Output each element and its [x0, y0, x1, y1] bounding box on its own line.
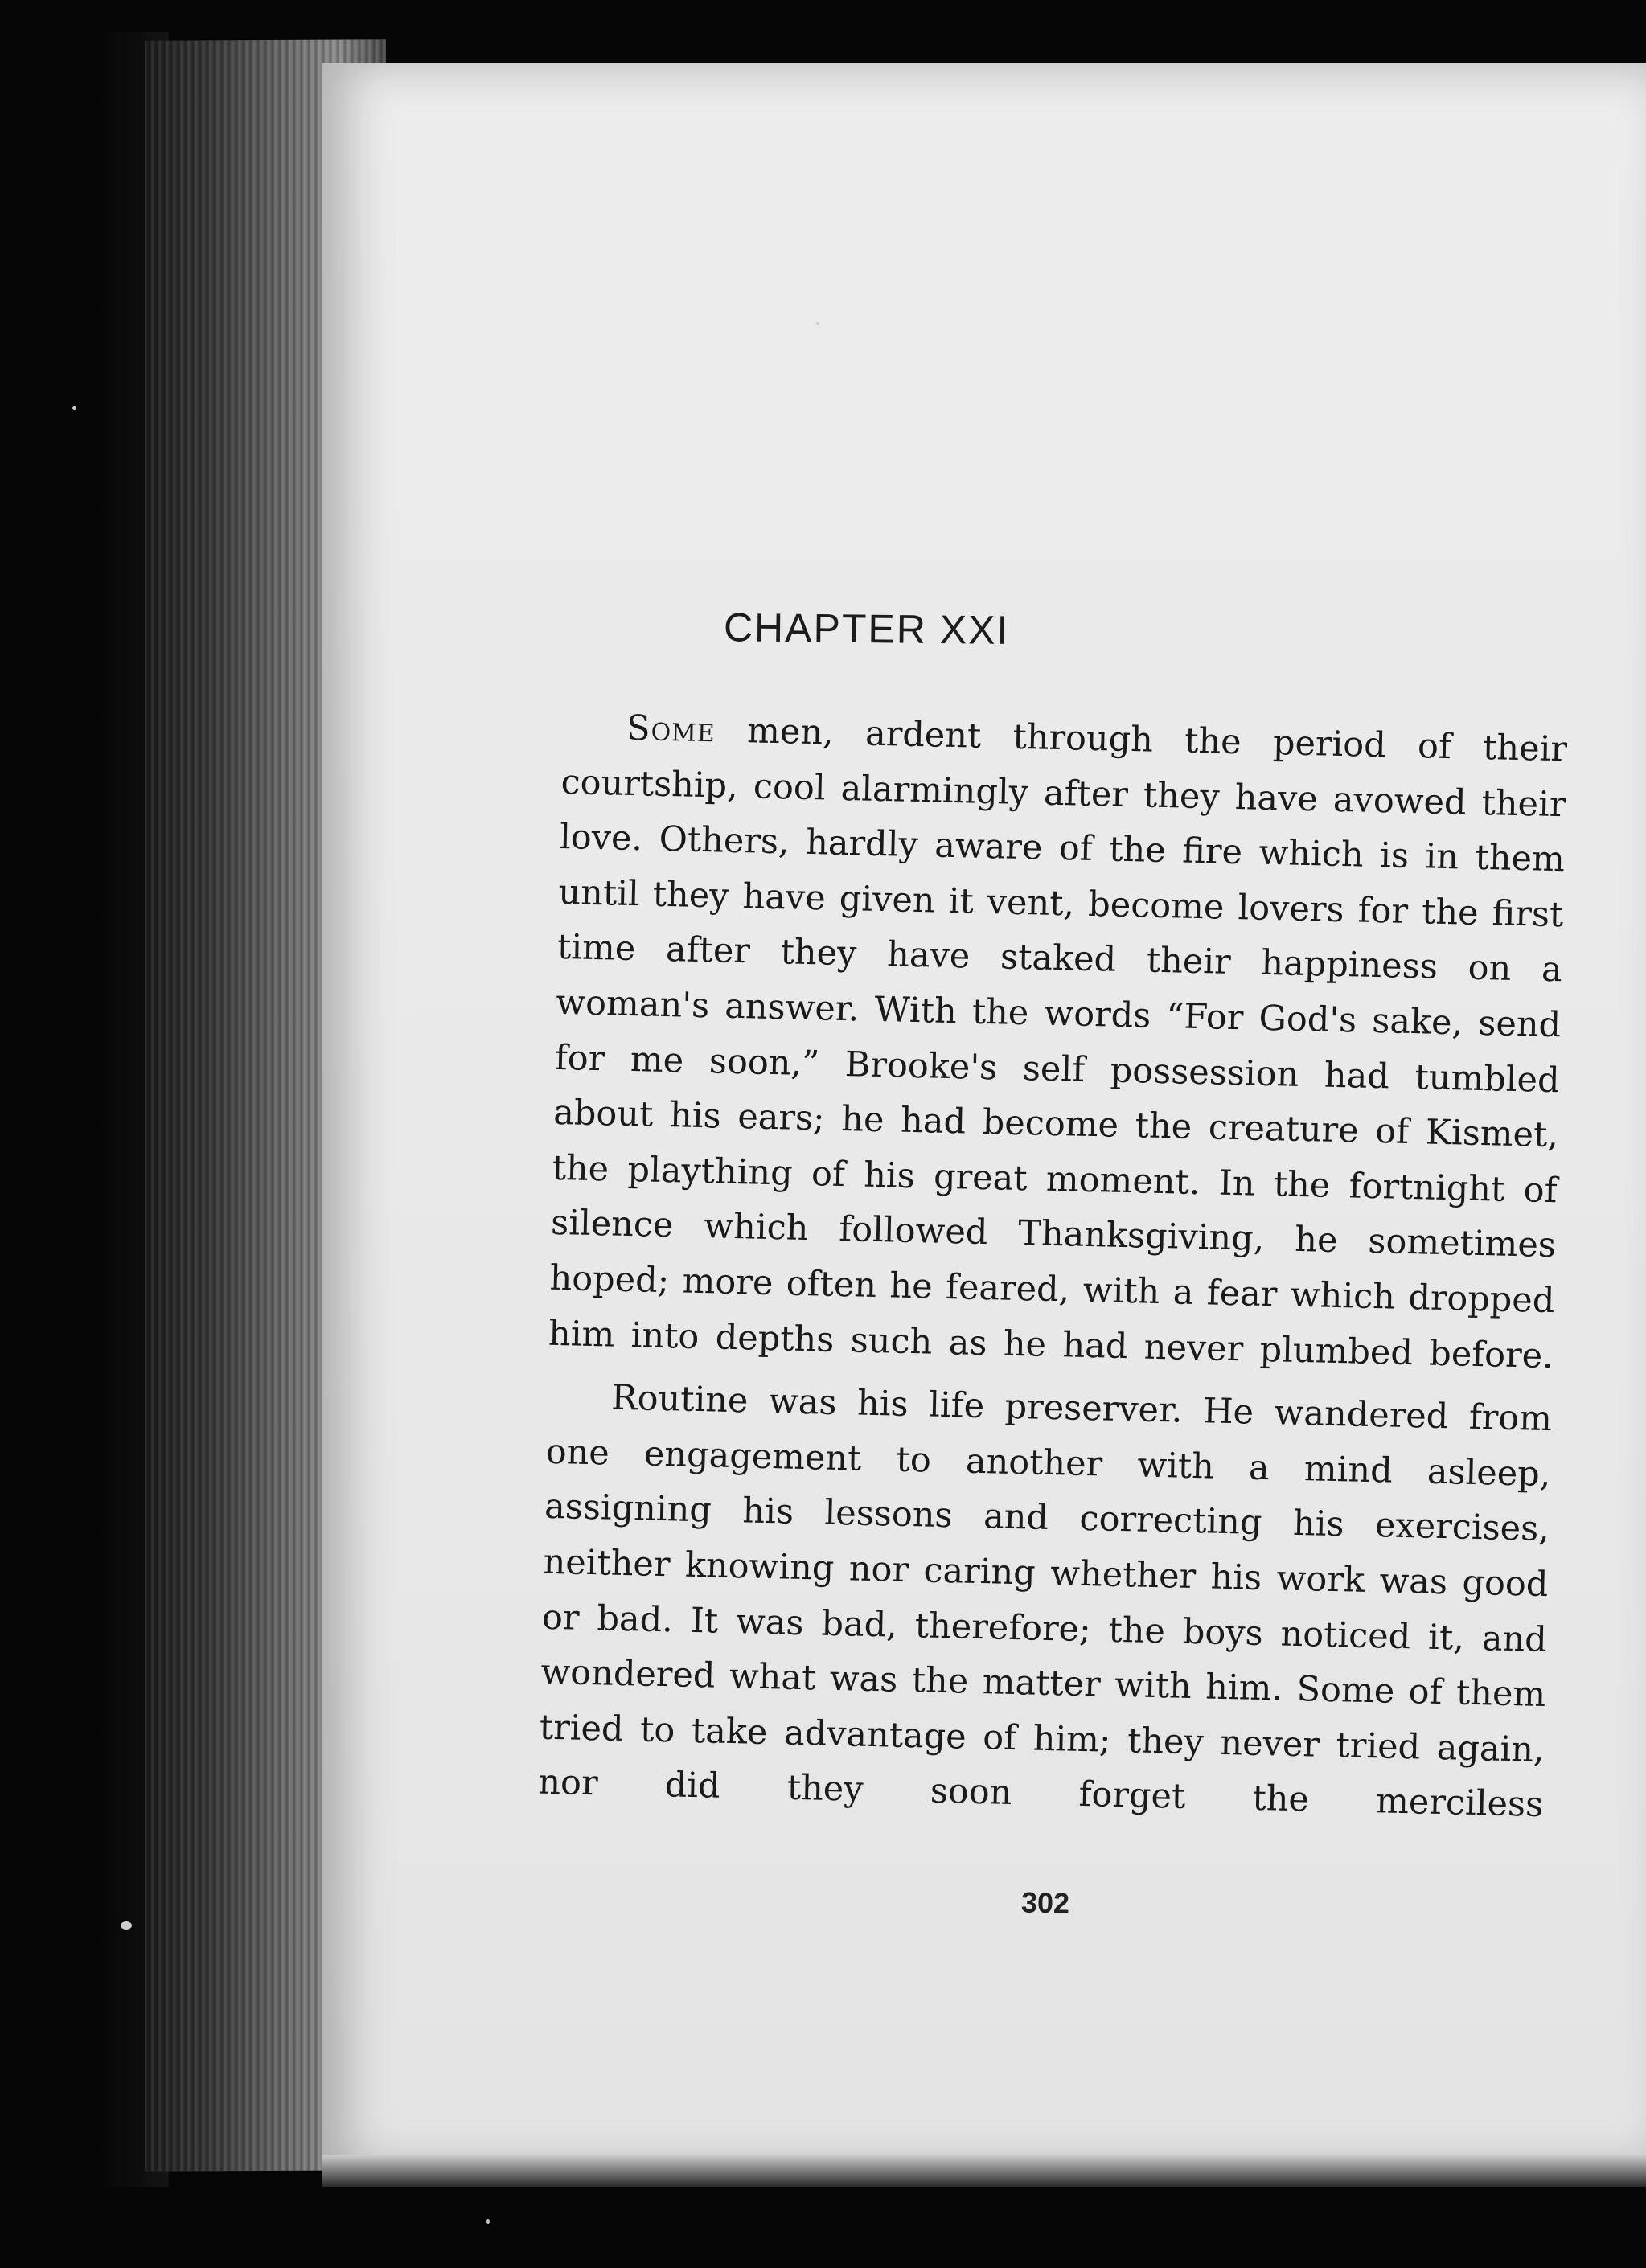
body-text — [537, 699, 1567, 1841]
drop-word: Some — [626, 707, 716, 751]
dust-speck — [121, 1921, 132, 1930]
dust-speck — [486, 2219, 490, 2224]
paragraph-1 — [548, 699, 1567, 1384]
paragraph-text: men, ardent through the period of their courtship, cool alarmingly after they have avowed their love. Others, hardly aware of the fire which is in them until they have given it vent, become lovers for the first time after they have staked their happiness on a woman's answer. With the words “For God's sake, send for me soon,” Brooke's self possession had tumbled about his ears; he had become the creature of Kismet, the plaything of his great moment. In the fortnight of silence which followed Thanksgiving, he sometimes hoped; more often he feared, with a fear which dropped him into depths such as he had never plumbed before. — [548, 710, 1568, 1376]
page-bottom-edge — [322, 2155, 1646, 2187]
paragraph-2 — [538, 1369, 1553, 1833]
chapter-title: CHAPTER XXI — [723, 605, 1010, 653]
dust-speck — [816, 322, 819, 325]
paragraph-text: Routine was his life preserver. He wandered from one engagement to another with a mind asleep, assigning his lessons and correcting his exercises, neither knowing nor caring whether his work was good or bad. It was bad, therefore; the boys noticed it, and wondered what was the matter with him. Some of them tried to take advantage of him; they never tried again, nor did they soon forget the merciless — [537, 1377, 1553, 1826]
dust-speck — [72, 406, 76, 410]
page-number: 302 — [1020, 1885, 1070, 1920]
